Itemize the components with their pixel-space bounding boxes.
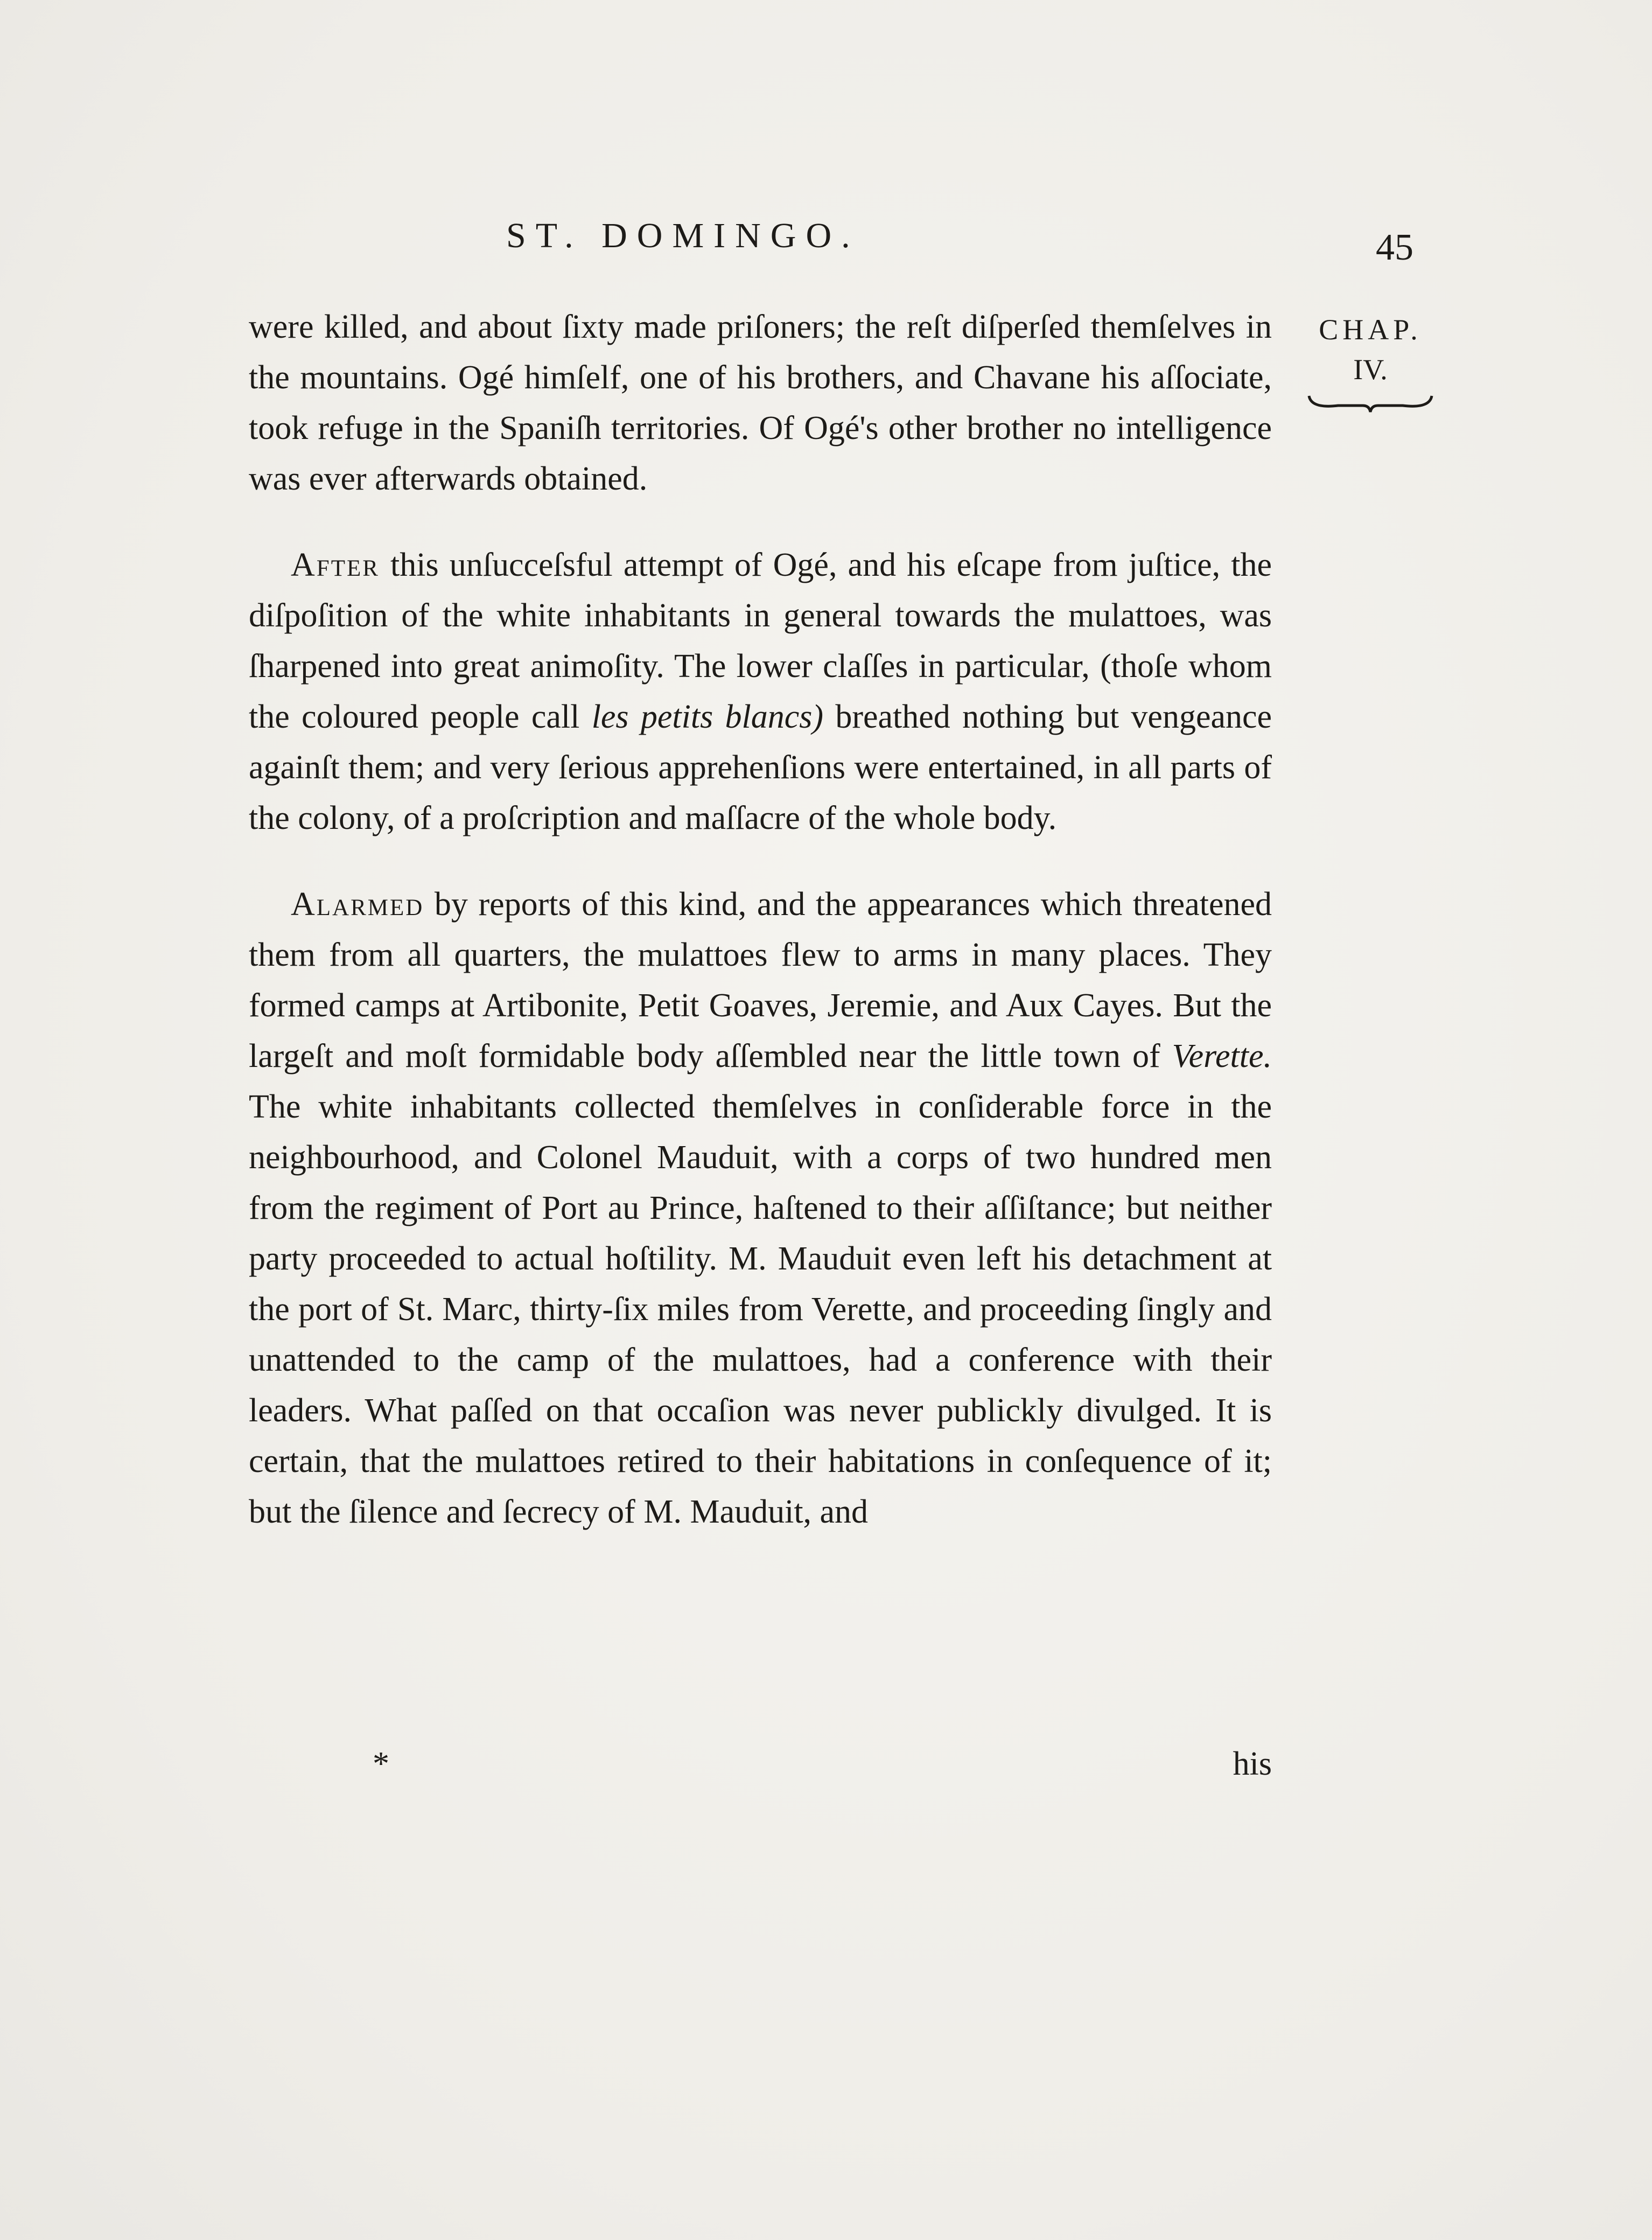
chapter-label: CHAP. bbox=[1319, 313, 1422, 346]
paragraph-2-text: this unſucceſsful attempt of Ogé, and his eſcape from juſtice, the diſpoſition of the white inhabitants in general towards the mulattoes, was ſharpened into great animoſity. The lower claſſes in particular, (thoſe whom the coloured people call bbox=[249, 547, 1272, 735]
signature-mark: * bbox=[373, 1746, 389, 1782]
body-text bbox=[249, 302, 1272, 1537]
running-title: ST. DOMINGO. bbox=[506, 216, 860, 255]
paragraph-3-lead: Alarmed bbox=[291, 886, 424, 923]
paragraph-1-text: were killed, and about ſixty made priſoners; the reſt diſperſed themſelves in the mountains. Ogé himſelf, one of his brothers, and Chavane his aſſociate, took refuge in the Spaniſh territories. Of Ogé's other brother no intelligence was ever afterwards obtained. bbox=[249, 309, 1272, 497]
paragraph-3-italic: Verette. bbox=[1172, 1038, 1272, 1074]
paragraph-2-text-after: breathed nothing but vengeance againſt them; and very ſerious apprehenſions were entertained, in all parts of the colony, of a proſcription and maſſacre of the whole body. bbox=[249, 699, 1272, 836]
paragraph-2 bbox=[249, 540, 1272, 843]
page-footer bbox=[249, 1745, 1272, 1794]
paragraph-2-lead: After bbox=[291, 547, 380, 583]
brace-ornament-icon bbox=[1306, 393, 1435, 414]
paragraph-3 bbox=[249, 879, 1272, 1537]
page-number: 45 bbox=[1376, 227, 1413, 268]
paragraph-3-text: by reports of this kind, and the appearances which threatened them from all quarters, the mulattoes flew to arms in many places. They formed camps at Artibonite, Petit Goaves, Jeremie, and Aux Cayes. But the largeſt and moſt formidable body aſſembled near the little town of bbox=[249, 886, 1272, 1074]
paragraph-2-italic: les petits blancs) bbox=[591, 699, 824, 735]
chapter-number: IV. bbox=[1353, 353, 1388, 386]
paragraph-3-text-after: The white inhabitants collected themſelves in conſiderable force in the neighbourhood, and Colonel Mauduit, with a corps of two hundred men from the regiment of Port au Prince, haſtened to their aſſiſtance; but neither party proceeded to actual hoſtility. M. Mauduit even left his detachment at the port of St. Marc, thirty-ſix miles from Verette, and proceeding ſingly and unattended to the camp of the mulattoes, had a conference with their leaders. What paſſed on that occaſion was never publickly divulged. It is certain, that the mulattoes retired to their habitations in conſequence of it; but the ſilence and ſecrecy of M. Mauduit, and bbox=[249, 1088, 1272, 1530]
chapter-marginal-note bbox=[1298, 310, 1443, 414]
catchword: his bbox=[1233, 1746, 1272, 1782]
paragraph-1 bbox=[249, 302, 1272, 504]
